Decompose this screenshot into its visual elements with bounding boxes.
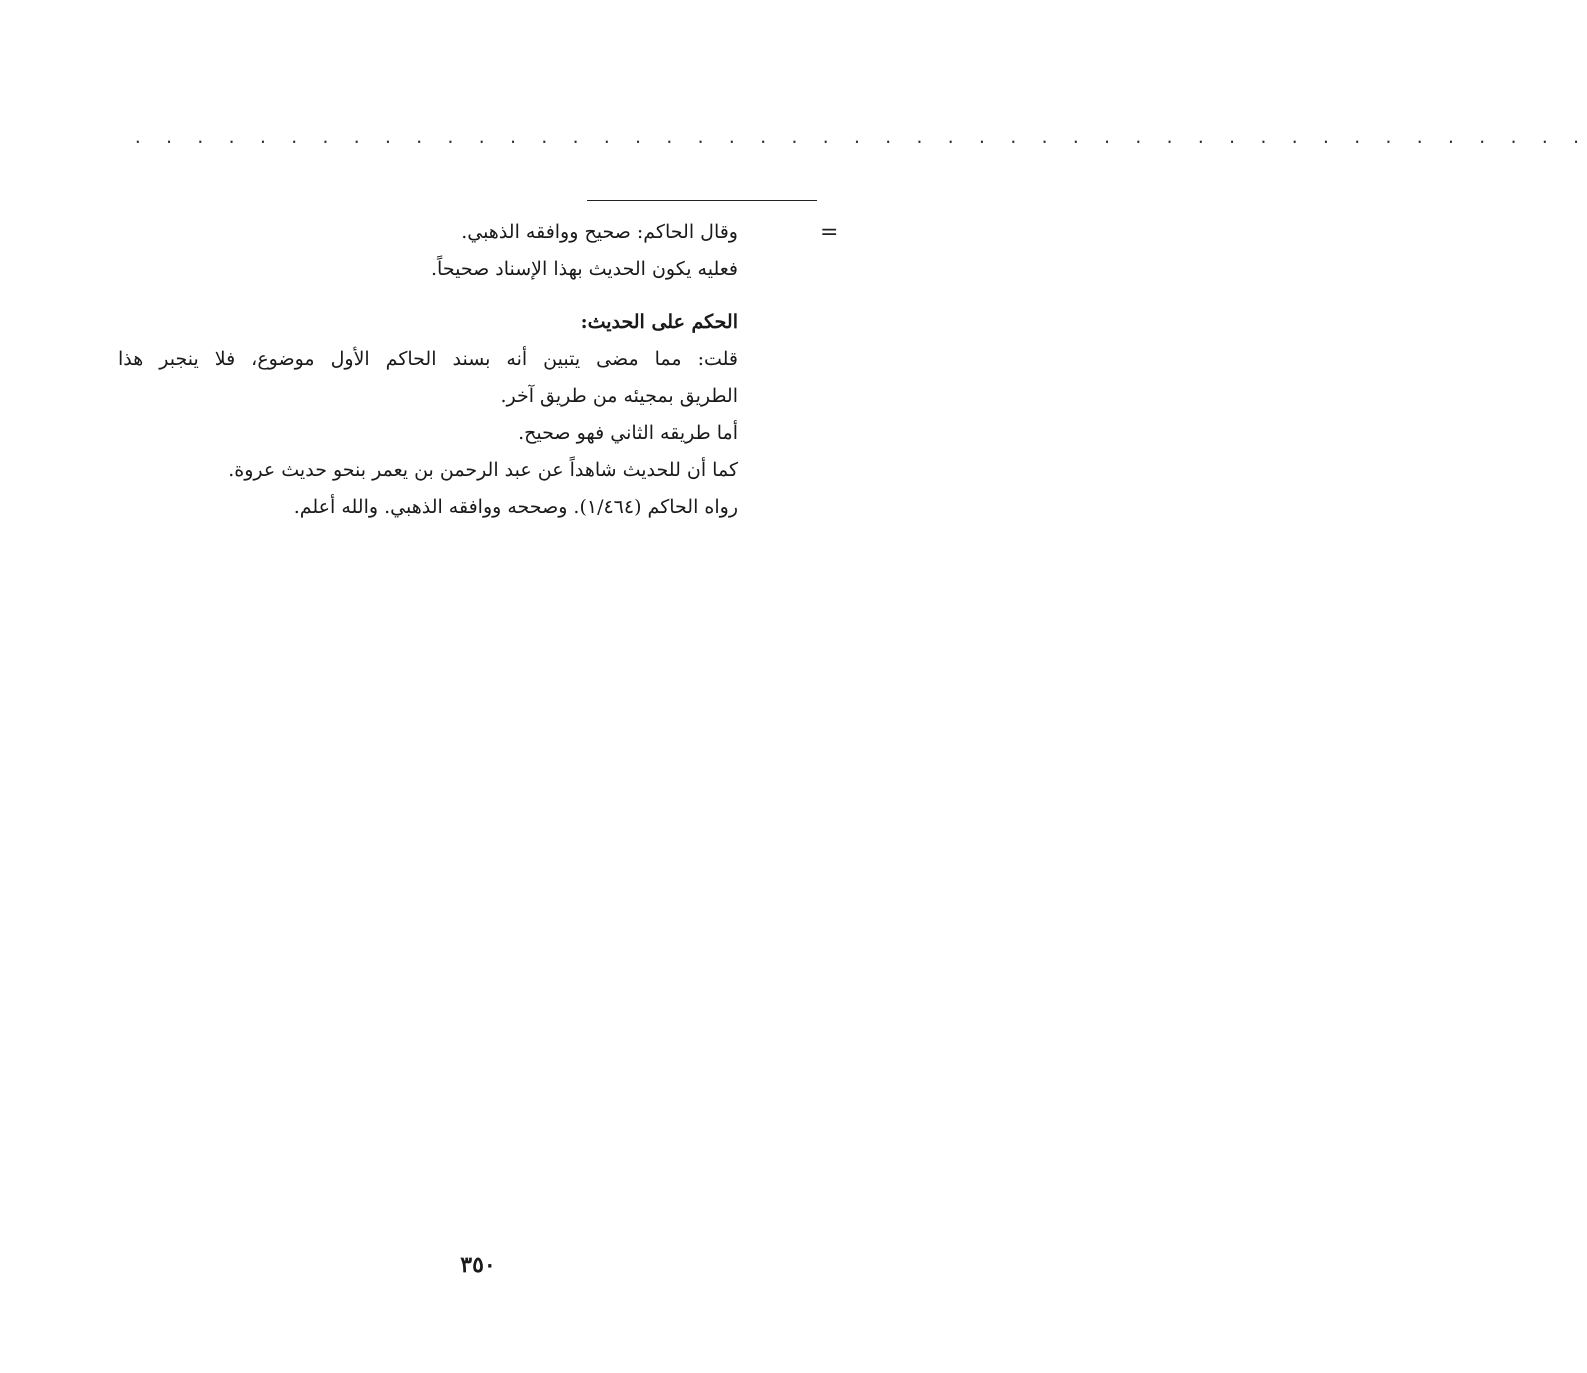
continuation-mark: = (820, 220, 839, 245)
paragraph-line: رواه الحاكم (١/٤٦٤). وصححه ووافقه الذهبي. والله أعلم. (293, 496, 738, 518)
footnote-line: فعليه يكون الحديث بهذا الإسناد صحيحاً. (431, 258, 738, 280)
page-number: ٣٥٠ (460, 1252, 496, 1278)
paragraph-line: كما أن للحديث شاهداً عن عبد الرحمن بن يعمر بنحو حديث عروة. (228, 459, 738, 481)
paragraph-line: قلت: مما مضى يتبين أنه بسند الحاكم الأول موضوع، فلا ينجبر هذا (118, 348, 738, 370)
paragraph-line: أما طريقه الثاني فهو صحيح. (518, 422, 738, 444)
dotted-separator: . . . . . . . . . . . . . . . . . . . . . . . . . . . . . . . . . . . . . . . . . . . . . . . (133, 128, 1587, 147)
paragraph-line: الطريق بمجيئه من طريق آخر. (500, 385, 738, 407)
footnote-line: وقال الحاكم: صحيح ووافقه الذهبي. (461, 221, 738, 243)
footnote-rule (587, 200, 817, 201)
section-heading: الحكم على الحديث: (580, 311, 738, 333)
main-text (118, 214, 738, 526)
